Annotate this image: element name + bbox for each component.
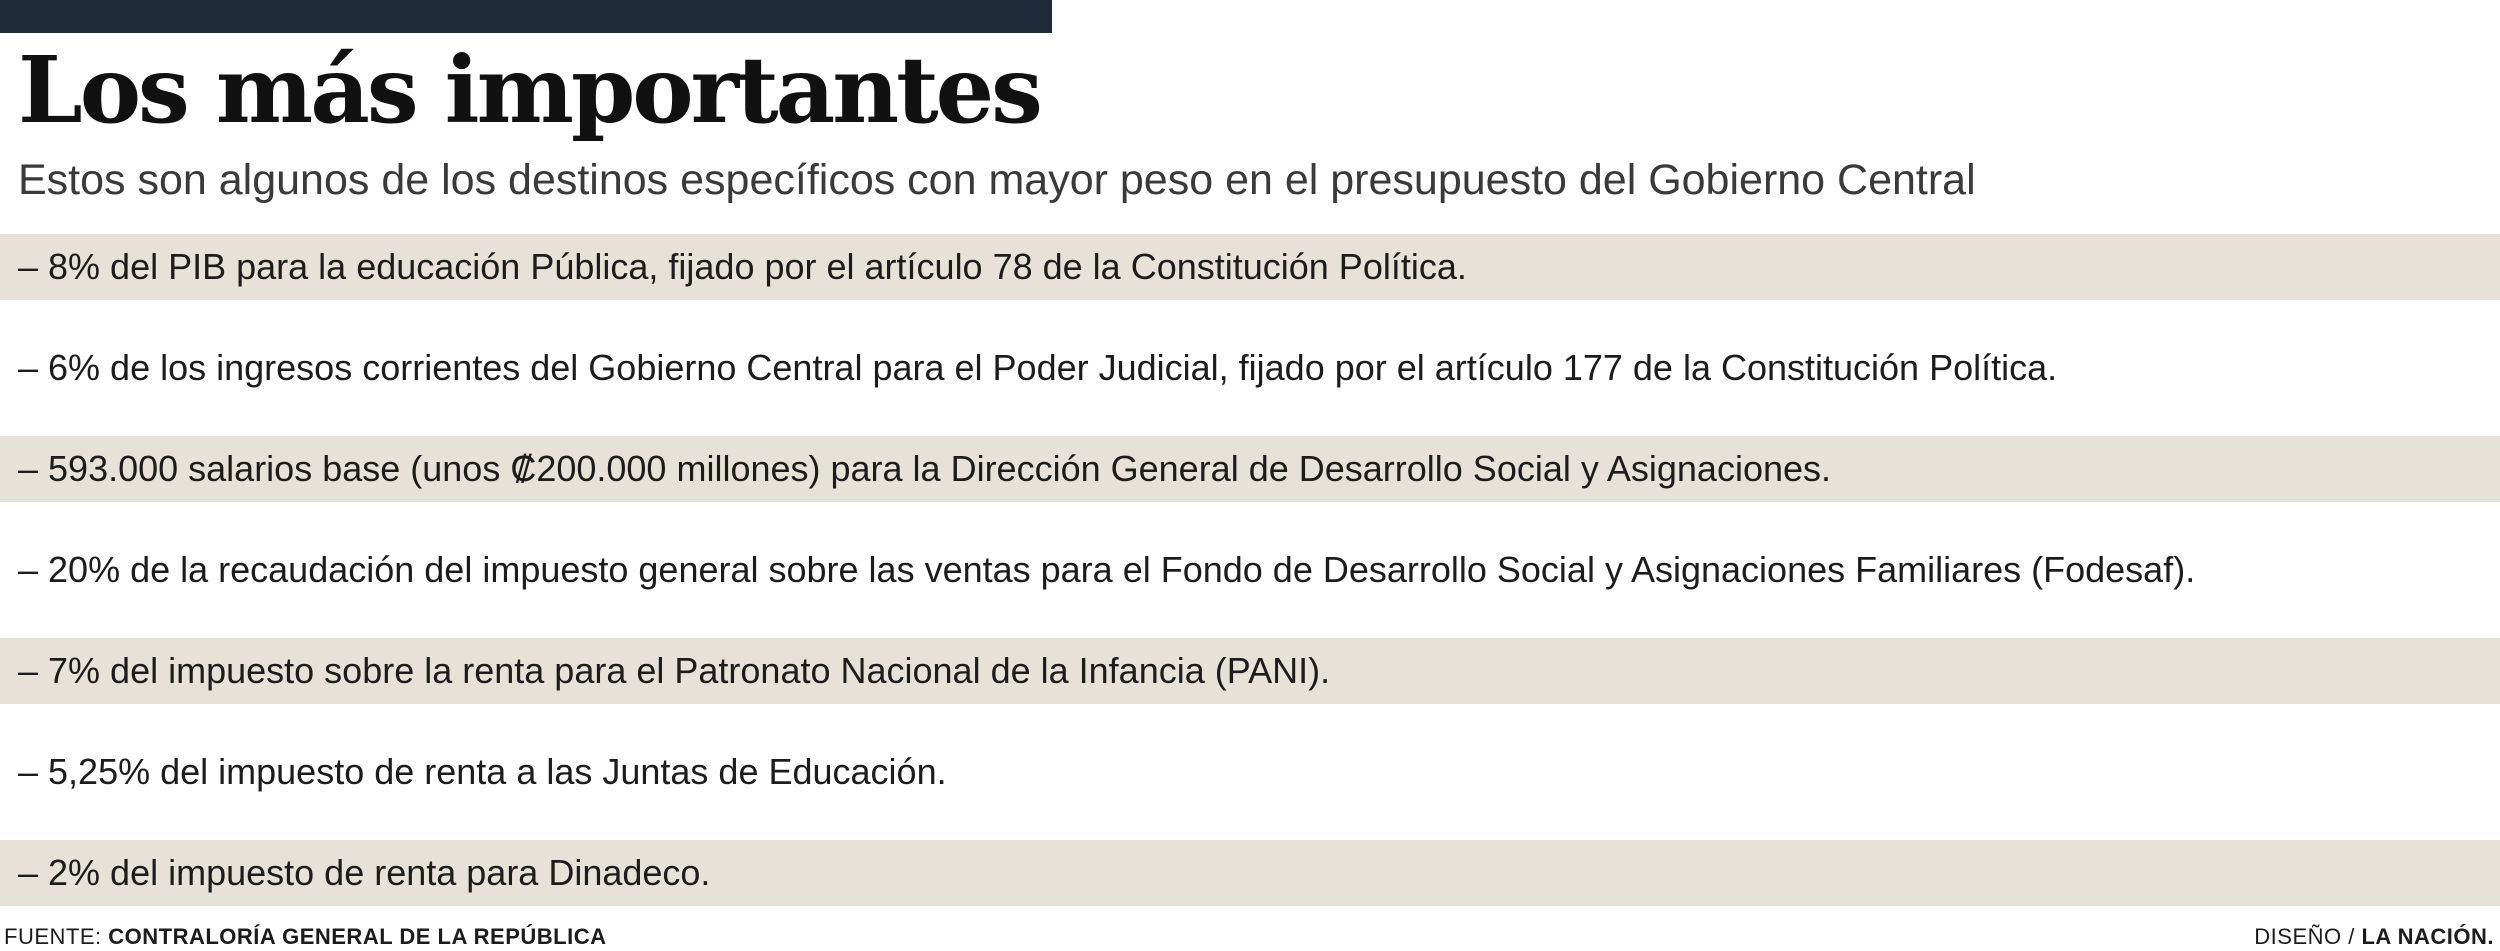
source-label: FUENTE: <box>4 924 102 949</box>
design-value: LA NACIÓN. <box>2361 924 2494 949</box>
list-item: – 7% del impuesto sobre la renta para el Patronato Nacional de la Infancia (PANI). <box>0 638 2500 704</box>
list-item: – 8% del PIB para la educación Pública, fijado por el artículo 78 de la Constitución Política. <box>0 234 2500 300</box>
list-item: – 5,25% del impuesto de renta a las Juntas de Educación. <box>18 751 947 792</box>
page-title: Los más importantes <box>18 36 1040 144</box>
design-credit <box>2254 924 2494 950</box>
footer <box>0 920 2500 951</box>
design-label: DISEÑO / <box>2254 924 2355 949</box>
list-item: – 20% de la recaudación del impuesto general sobre las ventas para el Fondo de Desarrollo Social y Asignaciones Familiares (Fodesaf). <box>18 549 2196 590</box>
destinations-list <box>0 234 2500 906</box>
list-item: – 6% de los ingresos corrientes del Gobierno Central para el Poder Judicial, fijado por el artículo 177 de la Constitución Política. <box>18 347 2058 388</box>
source-value: CONTRALORÍA GENERAL DE LA REPÚBLICA <box>108 924 607 949</box>
page-subtitle: Estos son algunos de los destinos específicos con mayor peso en el presupuesto del Gobierno Central <box>18 156 1976 204</box>
list-item: – 2% del impuesto de renta para Dinadeco. <box>0 840 2500 906</box>
list-item: – 593.000 salarios base (unos ₡200.000 millones) para la Dirección General de Desarrollo Social y Asignaciones. <box>0 436 2500 502</box>
top-accent-bar <box>0 0 1052 33</box>
source-credit <box>4 924 607 950</box>
